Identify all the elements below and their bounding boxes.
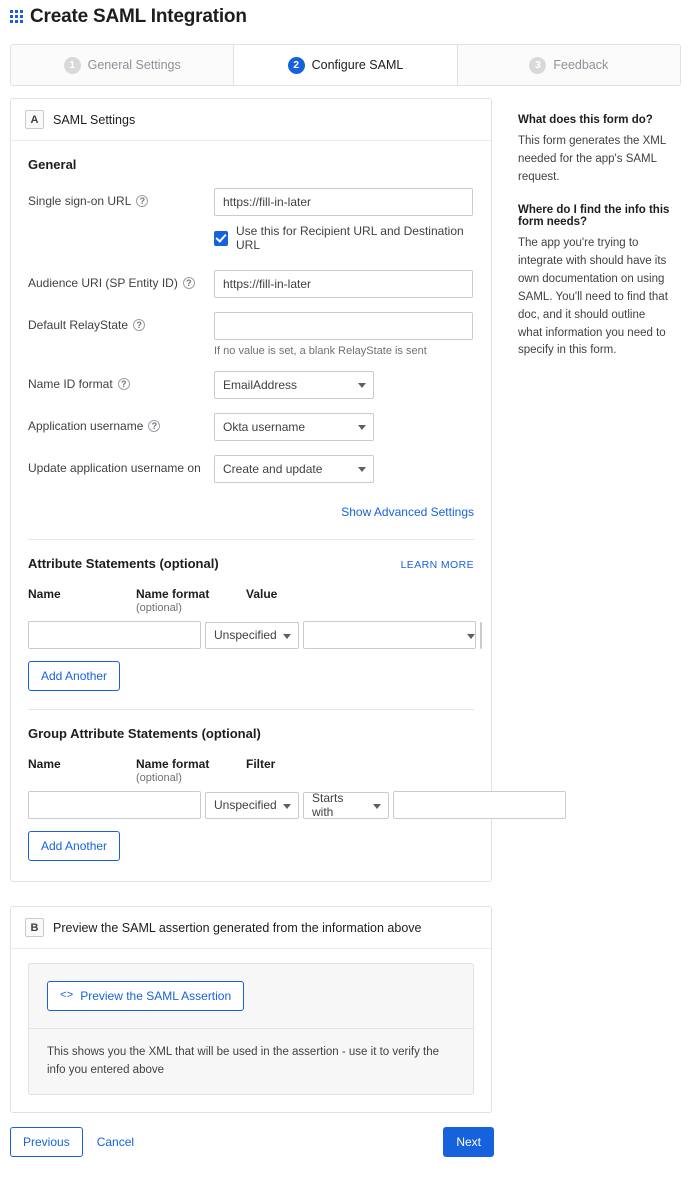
group-attribute-statements-header [28, 726, 474, 741]
footer-actions [0, 1113, 504, 1157]
column-header-group-name-format-sub: (optional) [136, 772, 182, 784]
field-row-default-relaystate [28, 312, 474, 357]
previous-button[interactable]: Previous [10, 1127, 83, 1157]
help-icon[interactable]: ? [118, 378, 130, 390]
update-application-username-select[interactable]: Create and update [214, 455, 374, 483]
name-id-format-select[interactable]: EmailAddress [214, 371, 374, 399]
name-id-format-label-group [28, 371, 214, 391]
default-relaystate-label: Default RelayState [28, 318, 129, 332]
group-attribute-filter-select-wrap[interactable] [303, 792, 389, 819]
application-username-control [214, 413, 474, 441]
attribute-add-another-wrap [28, 661, 474, 691]
chevron-down-icon [283, 634, 291, 639]
help-icon[interactable]: ? [136, 195, 148, 207]
group-attribute-filter-value-input[interactable] [393, 791, 566, 819]
column-header-filter: Filter [246, 757, 276, 771]
attribute-name-input[interactable] [28, 621, 201, 649]
chevron-down-icon [283, 804, 291, 809]
column-header-group-name: Name [28, 757, 61, 771]
recipient-destination-checkbox-row[interactable] [214, 224, 474, 252]
grid-icon [10, 8, 28, 26]
sso-url-label-group [28, 188, 214, 208]
step-number: 2 [288, 57, 305, 74]
saml-settings-body [11, 141, 491, 881]
next-button[interactable]: Next [443, 1127, 494, 1157]
column-header-name: Name [28, 587, 61, 601]
field-row-name-id-format [28, 371, 474, 399]
field-row-update-application-username-on [28, 455, 474, 483]
preview-card-title: Preview the SAML assertion generated from the information above [53, 920, 422, 935]
saml-settings-title: SAML Settings [53, 112, 136, 127]
help-icon[interactable]: ? [148, 420, 160, 432]
field-row-sso-url [28, 188, 474, 252]
help-icon[interactable]: ? [183, 277, 195, 289]
group-attribute-add-another-wrap [28, 831, 474, 861]
help-icon[interactable]: ? [133, 319, 145, 331]
audience-uri-label-group [28, 270, 214, 290]
recipient-destination-label: Use this for Recipient URL and Destination URL [236, 224, 464, 252]
default-relaystate-control [214, 312, 474, 357]
help-rail [492, 86, 681, 378]
attribute-statements-header [28, 556, 474, 571]
attribute-statements-learn-more-link[interactable]: LEARN MORE [400, 559, 474, 571]
preview-note: This shows you the XML that will be used in the assertion - use it to verify the info you entered above [47, 1046, 440, 1077]
preview-card-header [11, 907, 491, 949]
rail-question-1-body: This form generates the XML needed for the app's SAML request. [518, 135, 666, 183]
audience-uri-control [214, 270, 474, 298]
saml-settings-header [11, 99, 491, 141]
preview-section [0, 882, 691, 1113]
audience-uri-label: Audience URI (SP Entity ID) [28, 276, 178, 290]
column-header-group-name-format [136, 757, 246, 784]
chevron-down-icon [358, 383, 366, 388]
attribute-format-select-wrap[interactable] [205, 622, 299, 649]
rail-question-1-title: What does this form do? [518, 114, 653, 126]
preview-button-area [29, 964, 473, 1029]
attribute-statement-row [28, 621, 474, 649]
application-username-label-group [28, 413, 214, 433]
page-title: Create SAML Integration [30, 6, 247, 27]
show-advanced-settings-link[interactable]: Show Advanced Settings [341, 505, 474, 519]
preview-card-body [11, 949, 491, 1112]
application-username-label: Application username [28, 419, 144, 433]
group-attribute-statements-columns [28, 757, 474, 784]
step-general-settings[interactable] [11, 45, 234, 85]
attribute-value-dropdown-button[interactable] [480, 622, 482, 649]
group-attribute-add-another-button[interactable]: Add Another [28, 831, 120, 861]
column-header-name-format-sub: (optional) [136, 602, 182, 614]
section-badge-b: B [25, 918, 44, 937]
page-header [0, 0, 691, 36]
column-header-value: Value [246, 587, 278, 601]
group-attribute-format-select[interactable]: Unspecified [205, 792, 299, 819]
preview-saml-assertion-label: Preview the SAML Assertion [80, 989, 232, 1003]
column-header-name-format-text: Name format [136, 587, 210, 601]
cancel-link[interactable]: Cancel [96, 1134, 135, 1149]
default-relaystate-hint: If no value is set, a blank RelayState is sent [214, 345, 427, 357]
section-badge-a: A [25, 110, 44, 129]
code-icon: <> [60, 990, 74, 1002]
general-section-title: General [28, 157, 77, 172]
update-application-username-label: Update application username on [28, 461, 201, 475]
column-header-name-format [136, 587, 246, 614]
chevron-down-icon [467, 634, 475, 639]
step-configure-saml[interactable] [234, 45, 457, 85]
main-content [0, 86, 691, 882]
rail-question-2-body: The app you're trying to integrate with should have its own documentation on using SAML. You'll need to find that doc, and it should outline what information you need to specify in this form. [518, 237, 668, 357]
divider [28, 539, 474, 540]
step-feedback[interactable] [458, 45, 680, 85]
attribute-add-another-button[interactable]: Add Another [28, 661, 120, 691]
name-id-format-select-wrap[interactable] [214, 371, 374, 399]
field-row-audience-uri [28, 270, 474, 298]
sso-url-label: Single sign-on URL [28, 194, 132, 208]
sso-url-control [214, 188, 474, 252]
step-label: Configure SAML [311, 58, 404, 72]
chevron-down-icon [373, 804, 381, 809]
group-attribute-name-input[interactable] [28, 791, 201, 819]
group-attribute-filter-select[interactable]: Starts with [303, 792, 389, 819]
update-application-username-label-group [28, 455, 214, 475]
attribute-statements-title: Attribute Statements (optional) [28, 556, 219, 571]
group-attribute-format-select-wrap[interactable] [205, 792, 299, 819]
chevron-down-icon [358, 425, 366, 430]
chevron-down-icon [358, 467, 366, 472]
step-number: 3 [529, 57, 546, 74]
recipient-destination-checkbox[interactable] [214, 231, 228, 246]
group-attribute-statements-title: Group Attribute Statements (optional) [28, 726, 261, 741]
application-username-select[interactable]: Okta username [214, 413, 374, 441]
rail-question-2-title: Where do I find the info this form needs? [518, 204, 670, 229]
default-relaystate-input[interactable] [214, 312, 473, 340]
step-number: 1 [64, 57, 81, 74]
update-application-username-select-wrap[interactable] [214, 455, 374, 483]
saml-settings-card [10, 98, 492, 882]
attribute-value-input[interactable] [303, 621, 476, 649]
default-relaystate-label-group [28, 312, 214, 332]
field-row-application-username [28, 413, 474, 441]
step-label: General Settings [87, 58, 181, 72]
divider [28, 709, 474, 710]
sso-url-input[interactable] [214, 188, 473, 216]
name-id-format-label: Name ID format [28, 377, 113, 391]
attribute-format-select[interactable]: Unspecified [205, 622, 299, 649]
application-username-select-wrap[interactable] [214, 413, 374, 441]
step-label: Feedback [553, 58, 609, 72]
update-application-username-control [214, 455, 474, 483]
advanced-settings-row [28, 503, 474, 521]
preview-box [28, 963, 474, 1095]
name-id-format-control [214, 371, 474, 399]
preview-saml-assertion-button[interactable] [47, 981, 244, 1011]
audience-uri-input[interactable] [214, 270, 473, 298]
preview-card [10, 906, 492, 1113]
attribute-statements-columns [28, 587, 474, 614]
column-header-group-name-format-text: Name format [136, 757, 210, 771]
wizard-stepper [10, 44, 681, 86]
group-attribute-statement-row [28, 791, 474, 819]
